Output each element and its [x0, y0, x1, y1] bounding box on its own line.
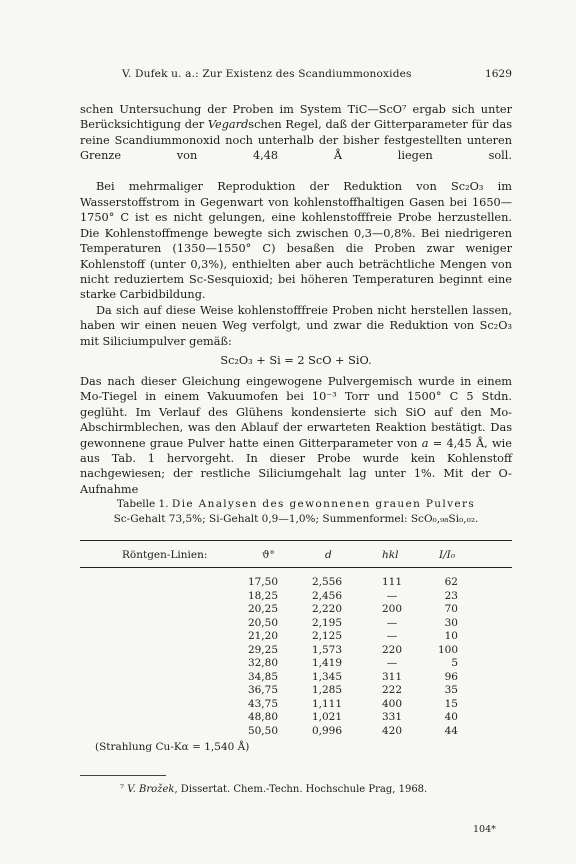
running-title: V. Dufek u. a.: Zur Existenz des Scandiummonoxides — [122, 68, 412, 80]
theta-cell: 34,85 — [247, 670, 278, 683]
paragraph-1-text: schen Untersuchung der Proben im System TiC—ScO⁷ ergab sich unter Berücksichtigung der — [80, 103, 512, 132]
header-theta: ϑ° — [262, 549, 275, 561]
table-header-rule — [80, 567, 512, 568]
footnote-rule — [80, 775, 166, 776]
reaction-equation: Sc₂O₃ + Si = 2 ScO + SiO. — [220, 354, 372, 368]
header-hkl: hkl — [382, 549, 399, 561]
theta-cell: 36,75 — [247, 684, 278, 696]
theta-cell: 50,50 — [247, 724, 278, 737]
hkl-column — [377, 576, 407, 738]
d-cell: 2,220 — [311, 603, 342, 615]
theta-cell: 20,25 — [247, 603, 278, 615]
footnote-author: V. Brožek — [127, 784, 175, 795]
body-text — [80, 102, 512, 497]
paragraph-3: Da sich auf diese Weise kohlenstofffreie Proben nicht herstellen lassen, haben wir einen neuen Weg verfolgt, und zwar die Reduktion von Sc₂O₃ mit Siliciumpulver gemäß: — [80, 303, 512, 348]
intensity-cell: 23 — [444, 589, 458, 602]
intensity-cell: 15 — [444, 697, 458, 710]
paragraph-1-rest: schen Regel, daß der Gitterparameter für das reine Scandiummonoxid noch unterhalb der bisher festgestellten unteren Grenze von 4,48 Å liegen soll. — [80, 118, 512, 163]
d-cell: 1,345 — [311, 670, 342, 683]
table-title: Die Analysen des gewonnenen grauen Pulvers — [171, 498, 476, 510]
sheet-mark: 104* — [473, 824, 496, 835]
page-number: 1629 — [485, 68, 512, 80]
table-top-rule — [80, 540, 512, 541]
running-header — [80, 68, 512, 84]
intensity-cell: 35 — [444, 684, 458, 696]
intensity-cell: 10 — [444, 630, 458, 642]
footnote-text: , Dissertat. Chem.-Techn. Hochschule Prag, 1968. — [174, 784, 428, 795]
d-cell: 2,195 — [311, 616, 342, 629]
d-cell: 1,111 — [311, 697, 342, 710]
header-d: d — [325, 549, 332, 561]
hkl-cell: 311 — [381, 670, 403, 683]
paragraph-4 — [80, 374, 512, 498]
theta-cell: 20,50 — [247, 616, 278, 629]
intensity-cell: 30 — [444, 616, 458, 629]
hkl-cell: — — [386, 589, 398, 602]
d-cell: 2,125 — [311, 630, 342, 642]
intensity-cell: 70 — [444, 603, 458, 615]
intensity-cell: 96 — [444, 670, 458, 683]
vegard-name: Vegard — [207, 118, 249, 132]
d-cell: 1,285 — [311, 684, 342, 696]
radiation-note: (Strahlung Cu-Kα = 1,540 Å) — [95, 741, 250, 753]
d-cell: 1,419 — [311, 657, 342, 669]
hkl-cell: — — [386, 630, 398, 642]
d-column — [300, 576, 342, 738]
hkl-cell: 400 — [381, 697, 403, 710]
d-cell: 1,021 — [311, 711, 342, 723]
d-cell: 2,456 — [311, 589, 342, 602]
hkl-cell: 222 — [381, 684, 403, 696]
header-roentgen: Röntgen-Linien: — [122, 549, 208, 561]
intensity-column — [430, 576, 458, 738]
intensity-cell: 40 — [444, 711, 458, 723]
header-intensity: I/I₀ — [439, 549, 456, 561]
theta-cell: 21,20 — [247, 630, 278, 642]
d-cell: 1,573 — [311, 643, 342, 656]
theta-cell: 29,25 — [247, 643, 278, 656]
theta-cell: 17,50 — [247, 576, 278, 588]
theta-cell: 48,80 — [247, 711, 278, 723]
theta-cell: 43,75 — [247, 697, 278, 710]
hkl-cell: — — [386, 616, 398, 629]
hkl-cell: 420 — [381, 724, 403, 737]
d-cell: 2,556 — [311, 576, 342, 588]
hkl-cell: 220 — [381, 643, 403, 656]
table-caption — [80, 497, 512, 527]
d-cell: 0,996 — [311, 724, 342, 737]
theta-column — [240, 576, 278, 738]
intensity-cell: 5 — [451, 657, 458, 669]
theta-cell: 32,80 — [247, 657, 278, 669]
intensity-cell: 62 — [444, 576, 458, 588]
table-label: Tabelle 1. — [116, 498, 169, 510]
theta-cell: 18,25 — [247, 589, 278, 602]
footnote — [120, 784, 427, 795]
paragraph-2: Bei mehrmaliger Reproduktion der Reduktion von Sc₂O₃ im Wasserstoffstrom in Gegenwart von kohlenstoffhaltigen Gasen bei 1650—1750° C ist es nicht gelungen, eine kohlenstofffreie Probe herzustellen. Die Kohlenstoffmenge bewegte sich zwischen 0,3—0,8%. Bei niedrigeren Temperaturen (1350—1550° C) besaßen die Proben zwar weniger Kohlenstoff (unter 0,3%), enthielten aber auch beträchtliche Mengen von nicht reduziertem Sc-Sesquioxid; bei höheren Temperaturen beginnt eine starke Carbidbildung. — [80, 180, 512, 302]
paragraph-1 — [80, 102, 512, 179]
intensity-cell: 44 — [444, 724, 458, 737]
hkl-cell: 200 — [381, 603, 403, 615]
paragraph-4-rest: = 4,45 Å, wie aus Tab. 1 hervorgeht. In dieser Probe wurde kein Kohlenstoff nachgewiesen; der restliche Siliciumgehalt lag unter 1%. Mit der O-Aufnahme — [80, 436, 512, 496]
hkl-cell: — — [386, 657, 398, 669]
footnote-mark: ⁷ — [120, 784, 125, 795]
paragraph-4-text: Das nach dieser Gleichung eingewogene Pulvergemisch wurde in einem Mo-Tiegel in einem Vakuumofen bei 10⁻³ Torr und 1500° C 5 Stdn. geglüht. Im Verlauf des Glühens kondensierte sich SiO auf den Mo-Abschirmblechen, was den Ablauf der erwarteten Reaktion bestätigt. Das gewonnene graue Pulver hatte einen Gitterparameter von — [80, 374, 512, 450]
hkl-cell: 331 — [381, 711, 403, 723]
table-subtitle: Sc-Gehalt 73,5%; Si-Gehalt 0,9—1,0%; Summenformel: ScO₀,₉₈Si₀,₀₂. — [113, 513, 479, 525]
lattice-variable: a — [421, 436, 429, 450]
hkl-cell: 111 — [381, 576, 403, 588]
intensity-cell: 100 — [437, 643, 458, 656]
